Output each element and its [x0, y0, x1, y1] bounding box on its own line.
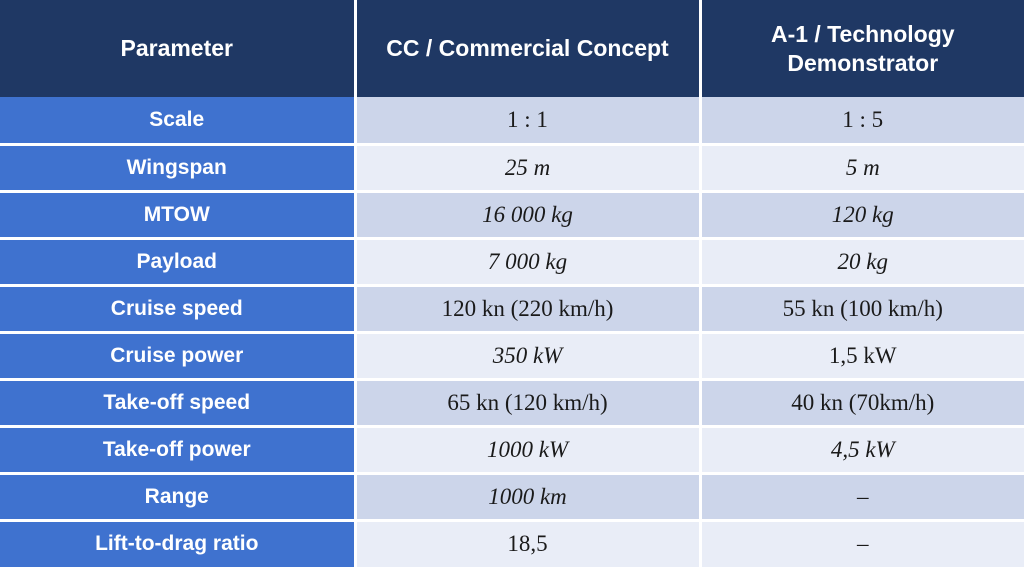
table-header — [0, 0, 1024, 97]
value-cc-scale: 1 : 1 — [355, 97, 700, 144]
row-label-mtow: MTOW — [0, 191, 355, 238]
row-label-take-off-speed: Take-off speed — [0, 379, 355, 426]
table-row — [0, 191, 1024, 238]
value-cc-mtow: 16 000 kg — [355, 191, 700, 238]
table-body — [0, 97, 1024, 567]
table-row — [0, 426, 1024, 473]
value-cc-wingspan: 25 m — [355, 144, 700, 191]
value-cc-lift-to-drag-ratio: 18,5 — [355, 520, 700, 567]
value-a1-mtow: 120 kg — [700, 191, 1024, 238]
row-label-scale: Scale — [0, 97, 355, 144]
value-a1-cruise-power: 1,5 kW — [700, 332, 1024, 379]
value-cc-cruise-power: 350 kW — [355, 332, 700, 379]
value-cc-range: 1000 km — [355, 473, 700, 520]
table-row — [0, 144, 1024, 191]
table-row — [0, 238, 1024, 285]
row-label-cruise-speed: Cruise speed — [0, 285, 355, 332]
column-header-technology-demonstrator: A-1 / Technology Demonstrator — [700, 0, 1024, 97]
value-cc-take-off-speed: 65 kn (120 km/h) — [355, 379, 700, 426]
value-cc-payload: 7 000 kg — [355, 238, 700, 285]
column-header-commercial-concept: CC / Commercial Concept — [355, 0, 700, 97]
row-label-take-off-power: Take-off power — [0, 426, 355, 473]
value-a1-scale: 1 : 5 — [700, 97, 1024, 144]
row-label-cruise-power: Cruise power — [0, 332, 355, 379]
table-row — [0, 332, 1024, 379]
column-header-parameter: Parameter — [0, 0, 355, 97]
value-a1-take-off-power: 4,5 kW — [700, 426, 1024, 473]
value-a1-lift-to-drag-ratio: – — [700, 520, 1024, 567]
value-a1-cruise-speed: 55 kn (100 km/h) — [700, 285, 1024, 332]
table-header-row — [0, 0, 1024, 97]
row-label-range: Range — [0, 473, 355, 520]
value-a1-range: – — [700, 473, 1024, 520]
table-row — [0, 97, 1024, 144]
row-label-payload: Payload — [0, 238, 355, 285]
row-label-wingspan: Wingspan — [0, 144, 355, 191]
value-a1-payload: 20 kg — [700, 238, 1024, 285]
value-cc-take-off-power: 1000 kW — [355, 426, 700, 473]
table-row — [0, 379, 1024, 426]
value-a1-wingspan: 5 m — [700, 144, 1024, 191]
value-cc-cruise-speed: 120 kn (220 km/h) — [355, 285, 700, 332]
table-row — [0, 473, 1024, 520]
row-label-lift-to-drag-ratio: Lift-to-drag ratio — [0, 520, 355, 567]
table-row — [0, 520, 1024, 567]
table-row — [0, 285, 1024, 332]
value-a1-take-off-speed: 40 kn (70km/h) — [700, 379, 1024, 426]
